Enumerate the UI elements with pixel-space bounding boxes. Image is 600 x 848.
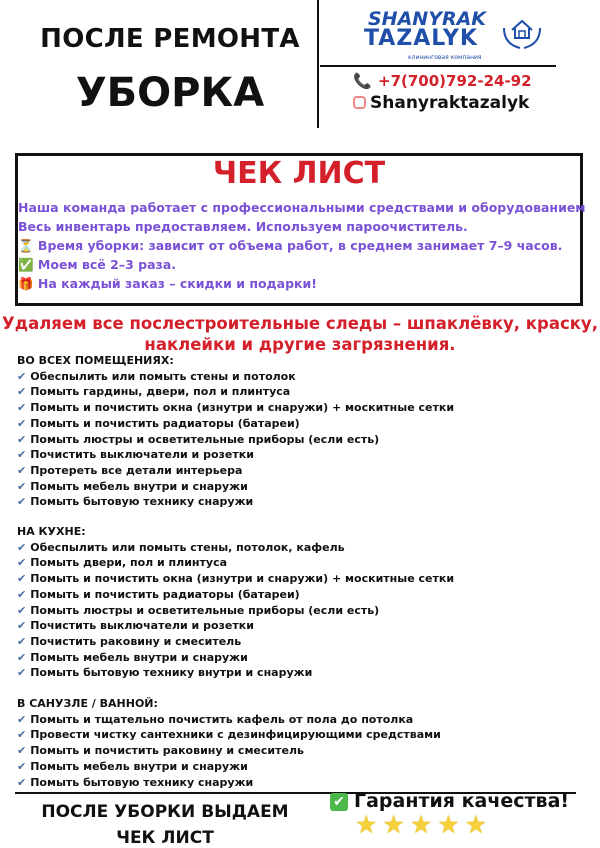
- list-item-text: Помыть двери, пол и плинтуса: [30, 556, 228, 570]
- list-item: [17, 619, 254, 632]
- list-item: [17, 776, 253, 789]
- list-item-text: Помыть и тщательно почистить кафель от пола до потолка: [30, 712, 414, 726]
- check-icon: ✔: [17, 369, 27, 383]
- check-icon: ✔: [17, 401, 27, 415]
- check-icon: ✔: [17, 540, 27, 554]
- headline: наклейки и другие загрязнения.: [144, 335, 456, 354]
- footer-line: ЧЕК ЛИСТ: [116, 828, 214, 848]
- list-item-text: Помыть гардины, двери, пол и плинтуса: [30, 385, 291, 399]
- list-item: [17, 651, 248, 664]
- header-line-2: УБОРКА: [75, 70, 265, 116]
- section-title: ВО ВСЕХ ПОМЕЩЕНИЯХ:: [17, 354, 174, 367]
- list-item: [17, 480, 248, 493]
- list-item-text: Помыть люстры и осветительные приборы (если есть): [30, 603, 380, 617]
- check-icon: ✔: [17, 759, 27, 773]
- check-icon: ✔: [17, 385, 27, 399]
- list-item-text: Помыть бытовую технику снаружи: [30, 495, 254, 509]
- check-icon: ✔: [17, 556, 27, 570]
- list-item-text: Помыть и почистить раковину и смеситель: [30, 744, 304, 758]
- divider: [317, 0, 319, 128]
- list-item-text: Провести чистку сантехники с дезинфицирующими средствами: [30, 728, 441, 742]
- logo-sub: клининговая компания: [408, 54, 482, 61]
- check-icon: ✔: [17, 463, 27, 477]
- section-title: НА КУХНЕ:: [17, 525, 86, 538]
- guarantee: [330, 790, 569, 812]
- list-item-text: Помыть и почистить окна (изнутри и снаружи) + москитные сетки: [30, 401, 455, 415]
- phone-icon: 📞: [353, 72, 372, 90]
- list-item: [17, 385, 290, 398]
- list-item: [17, 588, 300, 601]
- logo-top: SHANYRAK: [368, 8, 487, 30]
- list-item: [17, 556, 227, 569]
- list-item: [17, 464, 242, 477]
- list-item-text: Помыть бытовую технику внутри и снаружи: [30, 666, 313, 680]
- check-icon: ✔: [17, 587, 27, 601]
- info-line: ✅ Моем всё 2–3 раза.: [18, 257, 176, 272]
- check-icon: ✔: [17, 666, 27, 680]
- list-item: [17, 401, 454, 414]
- house-hands-icon: [500, 10, 544, 54]
- section-title: В САНУЗЛЕ / ВАННОЙ:: [17, 697, 158, 710]
- list-item: [17, 635, 241, 648]
- list-item-text: Почистить выключатели и розетки: [30, 619, 254, 633]
- list-item-text: Помыть и почистить радиаторы (батареи): [30, 416, 300, 430]
- headline: Удаляем все послестроительные следы – шпаклёвку, краску,: [2, 314, 598, 333]
- check-icon: ✔: [17, 650, 27, 664]
- info-line: 🎁 На каждый заказ – скидки и подарки!: [18, 276, 317, 291]
- list-item: [17, 433, 379, 446]
- phone-number[interactable]: +7(700)792-24-92: [378, 72, 532, 90]
- divider: [320, 65, 556, 67]
- list-item: [17, 417, 300, 430]
- list-item: [17, 713, 413, 726]
- list-item-text: Помыть и почистить окна (изнутри и снаружи) + москитные сетки: [30, 572, 455, 586]
- list-item: [17, 370, 296, 383]
- list-item-text: Почистить выключатели и розетки: [30, 448, 254, 462]
- check-icon: ✔: [17, 728, 27, 742]
- footer-line: ПОСЛЕ УБОРКИ ВЫДАЕМ: [41, 802, 289, 822]
- list-item: [17, 448, 254, 461]
- instagram-handle[interactable]: Shanyraktazalyk: [370, 93, 530, 113]
- check-icon: ✔: [17, 495, 27, 509]
- list-item: [17, 760, 248, 773]
- list-item-text: Помыть бытовую технику снаружи: [30, 775, 254, 789]
- rating-stars: ★★★★★: [355, 810, 493, 839]
- list-item: [17, 728, 441, 741]
- list-item: [17, 666, 312, 679]
- logo-main: TAZALYK: [364, 26, 478, 51]
- instagram-icon: [353, 96, 366, 109]
- list-item: [17, 604, 379, 617]
- list-item-text: Обеспылить или помыть стены, потолок, кафель: [30, 540, 345, 554]
- header-line-1: ПОСЛЕ РЕМОНТА: [40, 24, 300, 54]
- check-icon: ✔: [17, 448, 27, 462]
- check-icon: ✔: [17, 775, 27, 789]
- check-icon: ✔: [17, 572, 27, 586]
- info-line: ⏳ Время уборки: зависит от объема работ, в среднем занимает 7–9 часов.: [18, 238, 563, 253]
- check-icon: ✔: [17, 712, 27, 726]
- list-item-text: Протереть все детали интерьера: [30, 463, 243, 477]
- list-item-text: Помыть мебель внутри и снаружи: [30, 759, 248, 773]
- check-icon: ✔: [17, 432, 27, 446]
- check-icon: ✔: [17, 634, 27, 648]
- check-icon: ✔: [17, 744, 27, 758]
- list-item-text: Почистить раковину и смеситель: [30, 634, 242, 648]
- list-item: [17, 744, 304, 757]
- checklist-title: ЧЕК ЛИСТ: [212, 156, 386, 191]
- check-icon: ✔: [330, 793, 348, 811]
- list-item-text: Помыть мебель внутри и снаружи: [30, 650, 248, 664]
- list-item: [17, 495, 253, 508]
- info-line: Весь инвентарь предоставляем. Используем пароочиститель.: [18, 219, 468, 234]
- check-icon: ✔: [17, 619, 27, 633]
- info-line: Наша команда работает с профессиональными средствами и оборудованием: [18, 200, 586, 215]
- guarantee-text: Гарантия качества!: [354, 790, 570, 812]
- check-icon: ✔: [17, 416, 27, 430]
- check-icon: ✔: [17, 479, 27, 493]
- list-item-text: Помыть и почистить радиаторы (батареи): [30, 587, 300, 601]
- list-item-text: Помыть люстры и осветительные приборы (если есть): [30, 432, 380, 446]
- list-item: [17, 541, 345, 554]
- list-item-text: Помыть мебель внутри и снаружи: [30, 479, 248, 493]
- list-item: [17, 572, 454, 585]
- check-icon: ✔: [17, 603, 27, 617]
- list-item-text: Обеспылить или помыть стены и потолок: [30, 369, 296, 383]
